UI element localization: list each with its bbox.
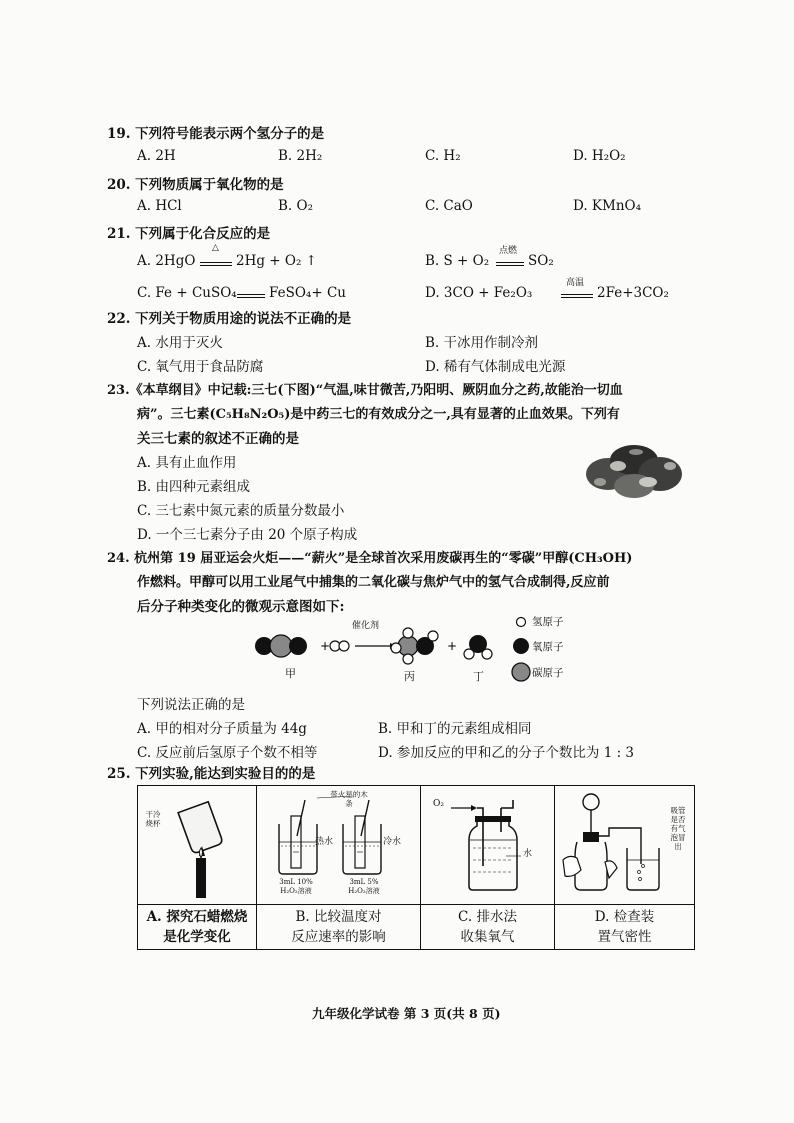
q21-c-products: FeSO₄+ Cu — [269, 285, 346, 301]
q24-stem-line1: 24. 杭州第 19 届亚运会火炬——“薪火”是全球首次采用废碳再生的“零碳”甲醇(CH₃OH) — [107, 551, 633, 566]
q23-option-b[interactable]: B. 由四种元素组成 — [137, 479, 251, 495]
q25-stem: 25. 下列实验,能达到实验目的的是 — [107, 766, 316, 782]
experiment-b-figure[interactable] — [257, 786, 421, 905]
heat-symbol: △ — [212, 243, 219, 253]
bubble-check-label: 吸管是否有气泡冒出 — [670, 806, 686, 851]
q20-option-d[interactable]: D. KMnO₄ — [573, 198, 642, 214]
label-ding: 丁 — [473, 670, 484, 683]
q19-option-c[interactable]: C. H₂ — [425, 148, 461, 164]
legend-hydrogen-label: 氢原子 — [532, 616, 564, 628]
q21-d-products: 2Fe+3CO₂ — [597, 285, 669, 301]
q21-c-reactants: C. Fe + CuSO₄ — [137, 285, 237, 301]
q19-option-b[interactable]: B. 2H₂ — [278, 148, 323, 164]
caption-a-line2: 是化学变化 — [163, 929, 231, 945]
q20-option-a[interactable]: A. HCl — [137, 198, 182, 214]
glowing-splint-label: 带火星的木条 — [330, 790, 368, 808]
q22-option-c[interactable]: C. 氧气用于食品防腐 — [137, 359, 264, 375]
water-label: 水 — [523, 849, 533, 859]
q21-b-reactants: B. S + O₂ — [425, 253, 490, 269]
experiment-a-caption[interactable] — [138, 905, 257, 950]
q19-option-d[interactable]: D. H₂O₂ — [573, 148, 626, 164]
cold-water-label: 冷水 — [383, 837, 402, 847]
q23-option-d[interactable]: D. 一个三七素分子由 20 个原子构成 — [137, 527, 358, 543]
q24-stem-line3: 后分子种类变化的微观示意图如下: — [137, 599, 345, 615]
svg-text:+: + — [447, 639, 458, 653]
legend-hydrogen-icon — [517, 618, 526, 627]
q24-option-c[interactable]: C. 反应前后氢原子个数不相等 — [137, 745, 318, 761]
q24-option-b[interactable]: B. 甲和丁的元素组成相同 — [378, 721, 532, 737]
molecule-h2 — [330, 641, 349, 651]
caption-c-line2: 收集氧气 — [460, 929, 515, 945]
q21-stem: 21. 下列属于化合反应的是 — [107, 226, 271, 242]
page-footer: 九年级化学试卷 第 3 页(共 8 页) — [312, 1006, 501, 1021]
q22-stem: 22. 下列关于物质用途的说法不正确的是 — [107, 311, 352, 327]
q21-a-reactants: A. 2HgO — [137, 253, 196, 269]
q24-stem-line2: 作燃料。甲醇可以用工业尾气中捕集的二氧化碳与焦炉气中的氢气合成制得,反应前 — [137, 575, 610, 590]
q21-a-products: 2Hg + O₂ ↑ — [236, 253, 317, 269]
experiment-c-figure[interactable] — [421, 786, 555, 905]
caption-d-line2: 置气密性 — [597, 929, 652, 945]
q23-option-c[interactable]: C. 三七素中氮元素的质量分数最小 — [137, 503, 345, 519]
hot-water-label: 热水 — [315, 837, 334, 847]
q24-option-d[interactable]: D. 参加反应的甲和乙的分子个数比为 1 : 3 — [378, 745, 635, 761]
svg-text:+: + — [320, 639, 331, 653]
q22-option-a[interactable]: A. 水用于灭火 — [137, 335, 223, 351]
solution-10-label: 3mL 10% H₂O₂溶液 — [279, 878, 313, 895]
reaction-micro-diagram — [250, 612, 580, 682]
equals-sign — [561, 294, 593, 298]
experiment-c-caption[interactable] — [421, 905, 555, 950]
q20-option-c[interactable]: C. CaO — [425, 198, 473, 214]
experiment-d-figure[interactable] — [555, 786, 695, 905]
experiment-a-figure[interactable] — [138, 786, 257, 905]
caption-c-line1: C. 排水法 — [458, 909, 517, 925]
molecule-methanol — [391, 628, 438, 664]
solution-5-label: 3mL 5% H₂O₂溶液 — [348, 878, 380, 895]
q22-option-d[interactable]: D. 稀有气体制成电光源 — [425, 359, 566, 375]
q23-stem-line3: 关三七素的叙述不正确的是 — [137, 431, 299, 447]
q22-option-b[interactable]: B. 干冰用作制冷剂 — [425, 335, 539, 351]
q24-option-a[interactable]: A. 甲的相对分子质量为 44g — [137, 721, 307, 737]
label-jia: 甲 — [285, 667, 296, 680]
q23-option-a[interactable]: A. 具有止血作用 — [137, 455, 237, 471]
q23-stem-line1: 23.《本草纲目》中记载:三七(下图)“气温,味甘微苦,乃阳明、厥阴血分之药,故能治一切血 — [107, 383, 623, 398]
q19-stem: 19. 下列符号能表示两个氢分子的是 — [107, 126, 325, 142]
q21-d-reactants: D. 3CO + Fe₂O₃ — [425, 285, 533, 301]
oxygen-inlet-label: O₂ — [433, 799, 444, 809]
condition-high-temp: 高温 — [566, 278, 585, 288]
equals-sign — [496, 262, 524, 266]
caption-a-line1: A. 探究石蜡燃烧 — [146, 909, 248, 925]
q20-stem: 20. 下列物质属于氧化物的是 — [107, 177, 284, 193]
legend-carbon-label: 碳原子 — [532, 667, 564, 679]
legend-oxygen-icon — [513, 638, 529, 654]
experiment-table — [137, 785, 695, 950]
q21-b-products: SO₂ — [528, 253, 554, 269]
candle-beaker-icon — [138, 786, 256, 904]
q23-stem-line2: 病”。三七素(C₅H₈N₂O₅)是中药三七的有效成分之一,具有显著的止血效果。下列有 — [137, 407, 620, 422]
dry-cold-beaker-label: 干冷烧杯 — [145, 810, 161, 828]
q19-option-a[interactable]: A. 2H — [137, 148, 176, 164]
experiment-b-caption[interactable] — [257, 905, 421, 950]
molecule-co2 — [255, 635, 307, 657]
caption-d-line1: D. 检查装 — [594, 909, 655, 925]
equals-sign — [200, 262, 232, 266]
condition-ignite: 点燃 — [499, 246, 518, 256]
catalyst-label: 催化剂 — [352, 621, 380, 631]
q24-prompt: 下列说法正确的是 — [137, 697, 245, 713]
sanqi-root-image — [578, 430, 690, 504]
equals-sign — [237, 294, 265, 298]
molecule-water — [464, 635, 492, 659]
caption-b-line1: B. 比较温度对 — [295, 909, 382, 925]
q20-option-b[interactable]: B. O₂ — [278, 198, 313, 214]
experiment-d-caption[interactable] — [555, 905, 695, 950]
label-bing: 丙 — [404, 670, 415, 683]
legend-carbon-icon — [512, 663, 530, 681]
legend-oxygen-label: 氧原子 — [532, 641, 564, 653]
caption-b-line2: 反应速率的影响 — [291, 929, 386, 945]
